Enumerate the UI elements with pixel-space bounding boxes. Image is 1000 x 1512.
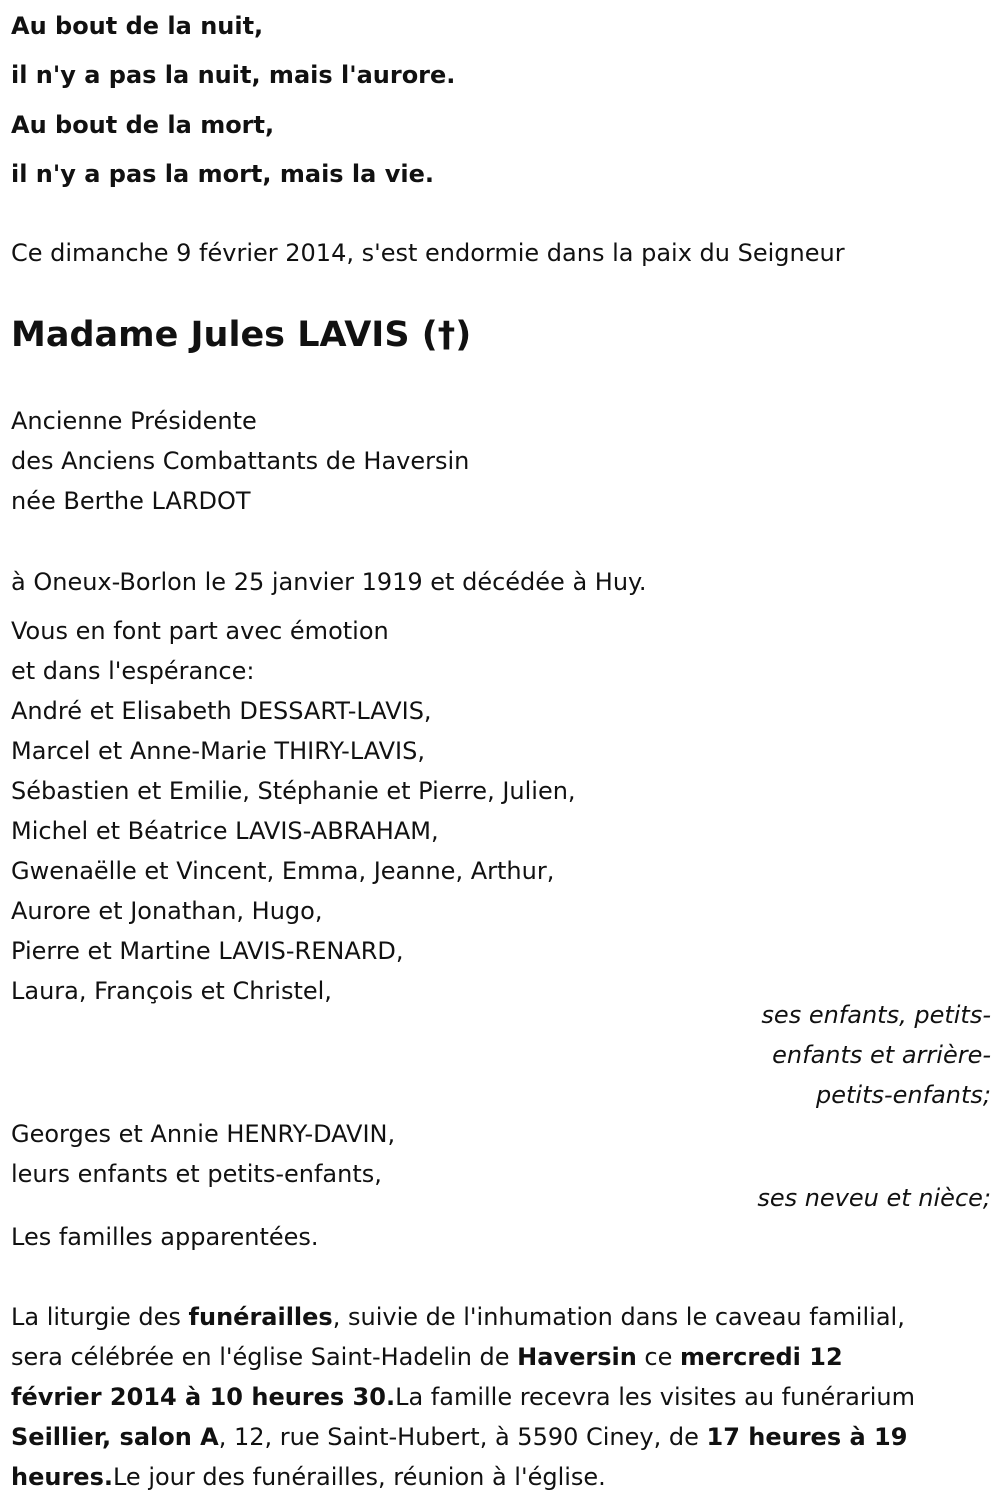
detail-line-1: Ancienne Présidente — [11, 407, 257, 435]
poem-line-3: Au bout de la mort, — [11, 111, 275, 139]
funeral-line-4 — [11, 1422, 907, 1452]
birth-text: à Oneux-Borlon le 25 janvier 1919 et décédée à Huy. — [11, 568, 647, 596]
family-line-2: et dans l'espérance: — [11, 657, 255, 685]
intro-text: Ce dimanche 9 février 2014, s'est endormie dans la paix du Seigneur — [11, 239, 845, 267]
funeral-line-1 — [11, 1302, 905, 1332]
detail-line-2: des Anciens Combattants de Haversin — [11, 447, 470, 475]
funeral-line-3 — [11, 1382, 915, 1412]
family-line-5: Sébastien et Emilie, Stéphanie et Pierre, Julien, — [11, 777, 576, 805]
deceased-name: Madame Jules LAVIS (†) — [11, 315, 472, 355]
funeral-text: , suivie de l'inhumation dans le caveau familial, — [332, 1303, 905, 1331]
families-text: Les familles apparentées. — [11, 1223, 319, 1251]
family-line-10: Laura, François et Christel, — [11, 977, 332, 1005]
relation-children-line-2: enfants et arrière- — [772, 1041, 991, 1069]
funeral-line-5 — [11, 1462, 606, 1492]
family-line-3: André et Elisabeth DESSART-LAVIS, — [11, 697, 432, 725]
family-line-8: Aurore et Jonathan, Hugo, — [11, 897, 323, 925]
relation-nephew: ses neveu et nièce; — [757, 1184, 991, 1212]
relation-children-line-1: ses enfants, petits- — [761, 1001, 991, 1029]
family-line-1: Vous en font part avec émotion — [11, 617, 389, 645]
funeral-bold: funérailles — [188, 1303, 333, 1331]
relation-children-line-3: petits-enfants; — [816, 1081, 991, 1109]
poem-line-1: Au bout de la nuit, — [11, 12, 264, 40]
funeral-text: sera célébrée en l'église Saint-Hadelin de — [11, 1343, 518, 1371]
funeral-bold: mercredi 12 — [680, 1343, 843, 1371]
funeral-text: , 12, rue Saint-Hubert, à 5590 Ciney, de — [218, 1423, 707, 1451]
poem-line-2: il n'y a pas la nuit, mais l'aurore. — [11, 61, 456, 89]
funeral-bold: Haversin — [517, 1343, 637, 1371]
funeral-bold: 17 heures à 19 — [706, 1423, 908, 1451]
funeral-bold: heures. — [11, 1463, 113, 1491]
funeral-bold: Seillier, salon A — [11, 1423, 219, 1451]
funeral-bold: février 2014 à 10 heures 30. — [11, 1383, 396, 1411]
funeral-text: La famille recevra les visites au funérarium — [395, 1383, 915, 1411]
family-line-9: Pierre et Martine LAVIS-RENARD, — [11, 937, 404, 965]
funeral-text: La liturgie des — [11, 1303, 189, 1331]
funeral-line-2 — [11, 1342, 843, 1372]
funeral-text: ce — [636, 1343, 681, 1371]
nephew-line-1: Georges et Annie HENRY-DAVIN, — [11, 1120, 396, 1148]
nephew-line-2: leurs enfants et petits-enfants, — [11, 1160, 382, 1188]
funeral-text: Le jour des funérailles, réunion à l'église. — [112, 1463, 606, 1491]
family-line-4: Marcel et Anne-Marie THIRY-LAVIS, — [11, 737, 425, 765]
family-line-7: Gwenaëlle et Vincent, Emma, Jeanne, Arthur, — [11, 857, 555, 885]
family-line-6: Michel et Béatrice LAVIS-ABRAHAM, — [11, 817, 439, 845]
detail-line-3: née Berthe LARDOT — [11, 487, 251, 515]
poem-line-4: il n'y a pas la mort, mais la vie. — [11, 160, 434, 188]
